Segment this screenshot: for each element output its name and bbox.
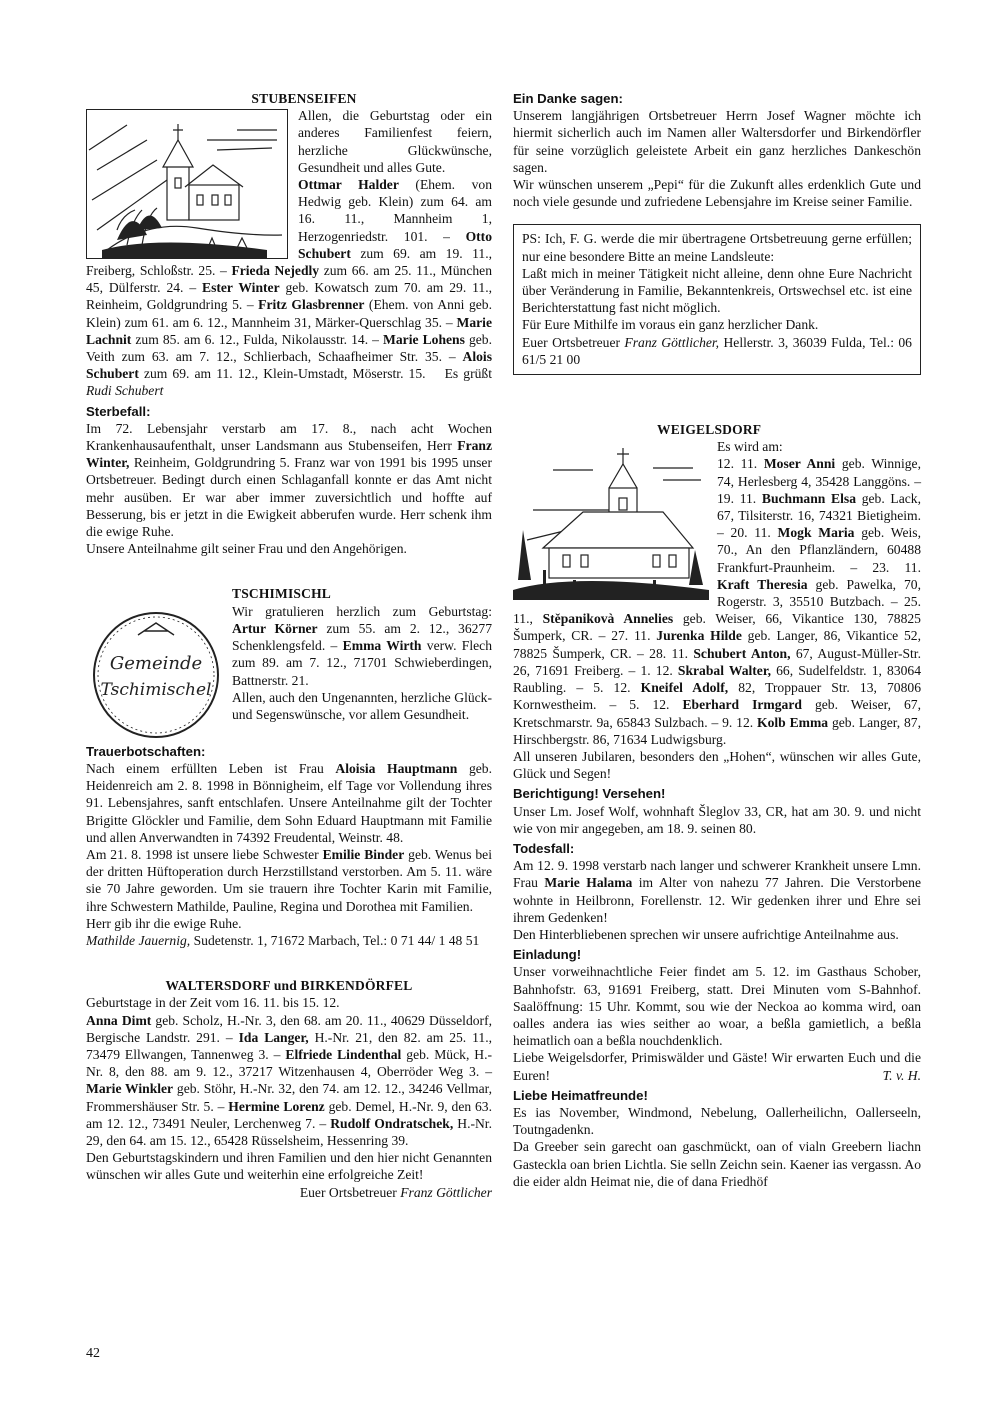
danke-section	[513, 90, 921, 210]
entry-text: 66, Sudelfeldstr. 1, 83064 Raubling. – 5. 12.	[513, 662, 922, 696]
entry-text: geb. Langer, 86, Vikantice 52, 78825 Šumperk, CR. – 28. 11.	[513, 628, 921, 661]
entry-text: zum 69. am 11. 12., Klein-Umstadt, Möserstr. 15.	[138, 366, 426, 382]
entry-text: H.-Nr. 29, den 64. am 15. 12., 65428 Rüsselsheim, Hessenring 39.	[86, 1115, 492, 1148]
name-anna-dimt: Anna Dimt	[86, 1012, 152, 1028]
ps-sig-name: Franz Göttlicher,	[624, 334, 720, 350]
entry-text: geb. Winnige, 74, Herlesberg 4, 35428 Langgöns. – 19. 11.	[717, 456, 921, 506]
name-skrabal-walter: Skrabal Walter,	[677, 662, 772, 678]
greeting-signature: Rudi Schubert	[86, 383, 164, 399]
closing-sig-name: Franz Göttlicher	[400, 1184, 492, 1200]
ps-text-1: PS: Ich, F. G. werde die mir übertragene Ortsbetreuung gerne erfüllen; nur eine besondere Bitte an meine Landsleute:	[522, 231, 912, 264]
entry-text: geb. Stöhr, H.-Nr. 32, den 74. am 12. 12., 34246 Vellmar, Frommershäuser Str. 5. –	[86, 1081, 492, 1114]
weigelsdorf-title: WEIGELSDORF	[657, 422, 762, 438]
name-schubert-anton: Schubert Anton,	[693, 645, 791, 661]
jubilare-text: All unseren Jubilaren, besonders den „Hohen“, wünschen wir alles Gute, Glück und Segen!	[513, 748, 921, 782]
sterbefall-text	[86, 420, 492, 540]
entry-text: geb. Scholz, H.-Nr. 3, den 68. am 20. 11., 40629 Düsseldorf, Bergische Landstr. 291. –	[86, 1012, 493, 1045]
stubenseifen-intro: Allen, die Geburtstag oder ein anderes Familienfest feiern, herzliche Glückwünsche, Gesundheit und alles Gute.	[298, 108, 492, 175]
trauer-signature	[86, 932, 492, 949]
entry-text: geb. Pawelka, 70, Rogerstr. 3, 35510 Butzbach. – 25. 11.,	[513, 576, 921, 627]
name-moser-anni: Moser Anni	[763, 456, 836, 472]
entry-text: zum 66. am 25. 11., München 45, Dülferstr. 24. –	[86, 263, 492, 296]
name-stepanikova-annelies: Stěpanikovà Annelies	[542, 611, 674, 627]
name-rudolf-ondratschek: Rudolf Ondratschek,	[330, 1115, 454, 1131]
entry-text: verw. Flech zum 89. am 7. 12., 71701 Schwieberdingen, Battnerstr. 21.	[232, 638, 493, 688]
name-kolb-emma: Kolb Emma	[757, 714, 829, 730]
ps-sig-pre: Euer Ortsbetreuer	[522, 334, 625, 350]
gemeinde-seal	[88, 607, 224, 743]
name-buchmann-elsa: Buchmann Elsa	[761, 490, 856, 506]
greeting: Es grüßt	[444, 366, 492, 382]
trauer-text-2	[86, 846, 492, 915]
seal-line-2: Tschimischel	[100, 679, 212, 700]
todesfall-condolence: Den Hinterbliebenen sprechen wir unsere aufrichtige Anteilnahme aus.	[513, 926, 899, 942]
ps-text-3: Für Eure Mithilfe im voraus ein ganz herzlicher Dank.	[522, 317, 819, 333]
name-alois-schubert: Alois Schubert	[86, 349, 492, 382]
heimatfreunde-text-2: Da Greeber sein garecht oan gaschmückt, oan of vialn Greebern liachn Gasteckla oan brien Lichtla. Sie selln Zeichn sein. Kaener ias vergassn. Ao die eider aldn Heimat nie, die of dana Friedhöf	[513, 1139, 921, 1189]
tschimischl-section	[86, 585, 492, 949]
sterbefall-condolence: Unsere Anteilnahme gilt seiner Frau und den Angehörigen.	[86, 541, 407, 557]
einladung-text-1: Unser vorweihnachtliche Feier findet am 5. 12. im Gasthaus Schober, Bahnhofstr. 63, 91691 Freiberg, statt. Drei Minuten vom S-Bahnhof. Saalöffnung: 15 Uhr. Kommt, sou wie der Neckoa ao komma wird, oan oalles andera ias wies seither ao woar, a beßla gamietlich, a beßla heimatlich oan a beßla nouchdenklich.	[513, 964, 921, 1049]
name-marie-lachnit: Marie Lachnit	[86, 314, 492, 347]
entry-text: geb. Lack, 67, Tilsiterstr. 16, 74321 Bietigheim. – 20. 11.	[717, 490, 922, 541]
einladung-text-2	[513, 1049, 921, 1083]
danke-text-2: Wir wünschen unserem „Pepi“ für die Zukunft alles erdenklich Gute und noch viele gesunde und zufriedene Lebensjahre im Kreise seiner Familie.	[513, 177, 921, 210]
entry-text: H.-Nr. 21, den 82. am 25. 11., 73479 Ellwangen, Tannenweg 3. –	[86, 1029, 493, 1062]
todesfall-text-a: Am 12. 9. 1998 verstarb nach langer und schwerer Krankheit unsere Lmn. Frau	[513, 858, 921, 891]
sterbefall-heading: Sterbefall:	[86, 403, 151, 419]
name-emilie-binder: Emilie Binder	[322, 846, 405, 862]
berichtigung-text: Unser Lm. Josef Wolf, wohnhaft Šleglov 33, CR, hat am 30. 9. und nicht wie von mir angegeben, am 18. 9. seinen 80.	[513, 803, 921, 836]
sterbefall-text-b: Reinheim, Goldgrundring 5. Franz war von 1991 bis 1995 unser Ortsbetreuer. Bedingt durch einen Schlaganfall konnte er das Amt nicht mehr ausüben. Er war aber immer zuversichtlich und hoffte auf Besserung, bis er jetzt in die Ewigkeit abberufen wurde. Herr schenk ihm die ewige Ruhe.	[86, 455, 492, 540]
name-hermine-lorenz: Hermine Lorenz	[228, 1098, 325, 1114]
danke-text-1: Unserem langjährigen Ortsbetreuer Herrn Josef Wagner möchte ich hiermit sicherlich auch im Namen aller Waltersdorfer und Birkendörfler für seine vorzüglich geleistete Arbeit ein ganz herzliches Dankeschön sagen.	[513, 108, 921, 175]
entry-date: 12. 11.	[717, 456, 764, 472]
name-emma-wirth: Emma Wirth	[342, 638, 422, 654]
name-jurenka-hilde: Jurenka Hilde	[656, 628, 742, 644]
entry-text: zum 69. am 19. 11., Freiberg, Schloßstr. 25. –	[86, 245, 492, 279]
closing-signature	[300, 1184, 492, 1201]
entry-text: geb. Weis, 70., An den Pflanzländern, 60488 Frankfurt-Praunheim. – 23. 11.	[717, 525, 921, 575]
trauer-text-1a: Nach einem erfüllten Leben ist Frau	[86, 760, 336, 776]
ps-signature	[522, 334, 912, 368]
name-mogk-maria: Mogk Maria	[777, 525, 855, 541]
entry-text: geb. Demel, H.-Nr. 9, den 63. am 12. 12., 73491 Neuler, Lerchenweg 7. –	[86, 1098, 492, 1131]
name-ester-winter: Ester Winter	[202, 280, 280, 296]
name-marie-winkler: Marie Winkler	[86, 1081, 174, 1097]
trauer-text-2b: geb. Wenus bei der dritten Hüftoperation durch Herzstillstand verstorben. Am 5. 11. wäre sie 70 Jahre geworden. Um sie trauern ihre Tochter Karin mit Familie, ihre Schwestern Mathilde, Pauline, Regina und Dorothea mit Familien.	[86, 846, 492, 914]
trauer-heading: Trauerbotschaften:	[86, 743, 206, 759]
todesfall-text-b: im Alter von nahezu 77 Jahren. Die Verstorbene wohnte in Heilbronn, Forellenstr. 12. Wir gedenken ihrer und Ehre sei ihrem Gedenken!	[513, 875, 922, 925]
sterbefall-text-a: Im 72. Lebensjahr verstarb am 17. 8., nach acht Wochen Krankenhausaufenthalt, unser Landsmann aus Stubenseifen, Herr	[86, 420, 492, 454]
trauer-text-1b: geb. Heidenreich am 2. 8. 1998 in Bönnigheim, elf Tage vor Vollendung ihres 91. Lebensjahres, sanft entschlafen. Unsere Anteilnahme gilt der Tochter Brigitte Glöckler und Familie, dem Sohn Eduard Hauptmann mit Familie und allen Anverwandten in 74392 Freudental, Weinstr. 48.	[86, 760, 492, 845]
waltersdorf-title: WALTERSDORF und BIRKENDÖRFEL	[165, 978, 413, 994]
name-otto-schubert: Otto Schubert	[298, 228, 492, 261]
name-marie-halama: Marie Halama	[544, 875, 633, 891]
name-ida-langer: Ida Langer,	[238, 1029, 309, 1045]
name-kraft-theresia: Kraft Theresia	[717, 576, 808, 592]
stubenseifen-section	[86, 90, 492, 557]
einladung-signature: T. v. H.	[882, 1067, 921, 1083]
signature-address: Sudetenstr. 1, 71672 Marbach, Tel.: 0 71 44/ 1 48 51	[190, 932, 480, 948]
signature-name: Mathilde Jauernig,	[86, 932, 191, 948]
waltersdorf-birthdays	[86, 1012, 492, 1150]
ps-box	[513, 224, 921, 375]
name-franz-winter: Franz Winter,	[86, 438, 492, 471]
todesfall-text	[513, 857, 921, 926]
waltersdorf-intro: Geburtstage in der Zeit vom 16. 11. bis 15. 12.	[86, 995, 340, 1011]
page-number: 42	[86, 1346, 100, 1361]
heimatfreunde-text-1: Es ias November, Windmond, Nebelung, Oallerheilichn, Oallerseeln, Toutngadenkn.	[513, 1104, 921, 1138]
tschimischl-title: TSCHIMISCHL	[232, 586, 331, 602]
entry-text: geb. Langer, 87, Hirschbergstr. 86, 71634 Ludwigsburg.	[513, 714, 921, 747]
weigelsdorf-intro: Es wird am:	[717, 439, 783, 455]
waltersdorf-closing	[86, 1149, 492, 1200]
name-ottmar-halder: Ottmar Halder	[298, 177, 399, 193]
entry-text: 82, Troppauer Str. 13, 70806 Kornwestheim. – 5. 12.	[513, 680, 921, 713]
name-eberhard-irmgard: Eberhard Irmgard	[682, 697, 802, 713]
entry-text: geb. Weiser, 66, Vikantice 130, 78825 Šumperk, CR. – 27. 11.	[513, 611, 921, 644]
heimatfreunde-heading: Liebe Heimatfreunde!	[513, 1087, 648, 1103]
danke-heading: Ein Danke sagen:	[513, 91, 623, 106]
left-column	[86, 90, 492, 1201]
name-kneifel-adolf: Kneifel Adolf,	[640, 680, 729, 696]
einladung-text-2a: Liebe Weigelsdorfer, Primiswälder und Gäste! Wir erwarten Euch und die Euren!	[513, 1050, 921, 1083]
entry-text: (Ehem. von Hedwig geb. Klein) zum 64. am 16. 11., Mannheim 1, Herzogenriedstr. 101. –	[298, 177, 492, 244]
name-elfriede-lindenthal: Elfriede Lindenthal	[285, 1046, 402, 1062]
name-aloisia-hauptmann: Aloisia Hauptmann	[335, 760, 458, 776]
name-frieda-nejedly: Frieda Nejedly	[231, 263, 320, 279]
trauer-text-3: Herr gib ihr die ewige Ruhe.	[86, 915, 242, 931]
todesfall-heading: Todesfall:	[513, 840, 575, 856]
stubenseifen-title: STUBENSEIFEN	[251, 91, 357, 106]
einladung-heading: Einladung!	[513, 947, 582, 963]
closing-text: Den Geburtstagskindern und ihren Familien und den hier nicht Genannten wünschen wir alles Gute und weiterhin eine erfolgreiche Zeit!	[86, 1150, 492, 1183]
right-column	[513, 90, 921, 1190]
entry-text: 67, August-Müller-Str. 26, 71691 Freiberg. – 1. 12.	[513, 645, 921, 678]
ps-sig-address: Hellerstr. 3, 36039 Fulda, Tel.: 06 61/5 21 00	[522, 334, 912, 367]
entry-text: geb. Weiser, 67, Kretschmarstr. 9a, 65843 Sulzbach. – 9. 12.	[513, 697, 921, 730]
entry-text: geb. Veith zum 63. am 7. 12., Schlierbach, Schaafheimer Str. 35. –	[86, 331, 492, 365]
tschimischl-wish: Allen, auch den Ungenannten, herzliche Glück- und Segenswünsche, vor allem Gesundheit.	[232, 689, 492, 722]
ps-text-2: Laßt mich in meiner Tätigkeit nicht alleine, denn ohne Eure Nachricht über Veränderung in Familie, Bekanntenkreis, Ortswechsel etc. ist eine Berichterstattung fast nicht möglich.	[522, 265, 912, 316]
closing-sig-pre: Euer Ortsbetreuer	[299, 1184, 401, 1200]
entry-text: zum 55. am 2. 12., 36277 Schenklengsfeld. –	[232, 620, 493, 654]
name-marie-lohens: Marie Lohens	[383, 331, 465, 347]
weigelsdorf-church-illustration	[513, 440, 709, 600]
waltersdorf-section	[86, 977, 493, 1200]
trauer-text-1	[86, 760, 492, 846]
entry-text: geb. Mück, H.-Nr. 8, den 88. am 9. 12., 37217 Witzenhausen 4, Oberröder Weg 3. –	[86, 1046, 493, 1080]
weigelsdorf-section	[513, 421, 921, 1190]
berichtigung-heading: Berichtigung! Versehen!	[513, 786, 666, 802]
entry-text: (Ehem. von Anni geb. Klein) zum 61. am 6. 12., Mannheim 31, Märker-Querschlag 35. –	[86, 297, 492, 330]
entry-text: zum 85. am 6. 12., Fulda, Nikolausstr. 14. –	[131, 331, 384, 347]
seal-line-1: Gemeinde	[109, 652, 203, 674]
name-artur-koerner: Artur Körner	[232, 620, 318, 636]
church-illustration	[86, 109, 288, 259]
entry-text: geb. Kowatsch zum 70. am 29. 11., Reinheim, Goldgrundring 5. –	[86, 280, 493, 313]
name-fritz-glasbrenner: Fritz Glasbrenner	[258, 297, 365, 313]
tschimischl-intro: Wir gratulieren herzlich zum Geburtstag:	[232, 603, 492, 619]
trauer-text-2a: Am 21. 8. 1998 ist unsere liebe Schwester	[86, 846, 323, 862]
